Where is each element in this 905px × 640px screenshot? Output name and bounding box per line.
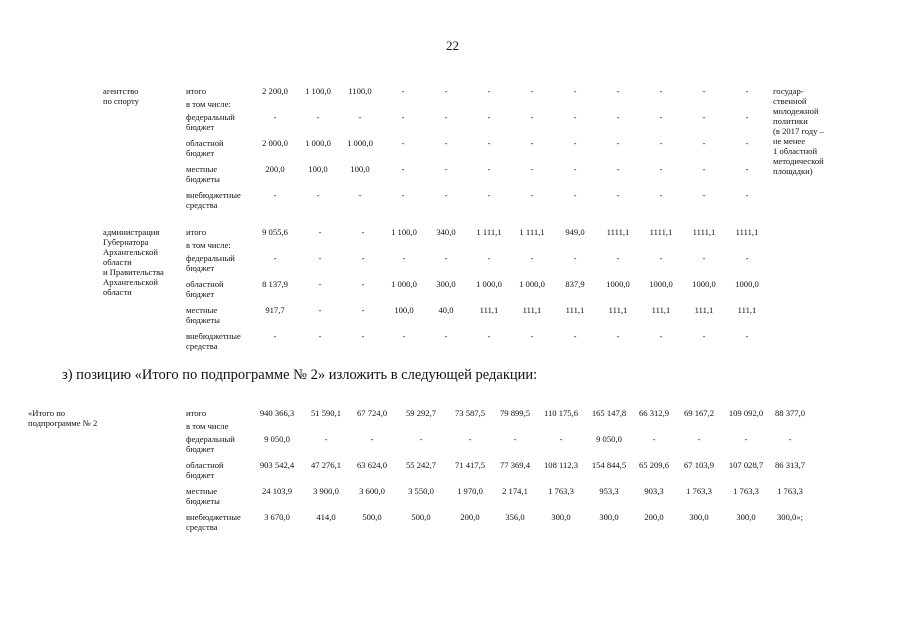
table-cell: - — [788, 434, 792, 444]
table-cell: 1 111,1 — [476, 227, 502, 237]
table-cell: 100,0 — [308, 164, 328, 174]
table-cell: - — [487, 86, 491, 96]
table-cell: 1000,0 — [649, 279, 673, 289]
table-cell: 1 000,0 — [305, 138, 331, 148]
table-cell: - — [316, 112, 320, 122]
section-heading: з) позицию «Итого по подпрограмме № 2» изложить в следующей редакции: — [62, 367, 538, 383]
table-cell: 903 542,4 — [259, 460, 295, 470]
table-cell: 86 313,7 — [774, 460, 806, 470]
table-cell: - — [401, 138, 405, 148]
table-cell: - — [616, 112, 620, 122]
table-cell: 1 000,0 — [476, 279, 502, 289]
table-cell: - — [361, 227, 365, 237]
table-cell: 9 050,0 — [596, 434, 622, 444]
table-cell: 108 112,3 — [543, 460, 579, 470]
table-cell: - — [573, 331, 577, 341]
table-cell: 165 147,8 — [591, 408, 627, 418]
table-cell: - — [530, 331, 534, 341]
table-cell: - — [273, 331, 277, 341]
table-cell: - — [573, 138, 577, 148]
table-cell: - — [361, 253, 365, 263]
table-cell: - — [401, 112, 405, 122]
table-cell: - — [487, 331, 491, 341]
table-cell: - — [745, 164, 749, 174]
table-cell: 59 292,7 — [405, 408, 437, 418]
table-cell: 1000,0 — [735, 279, 759, 289]
table-cell: - — [444, 190, 448, 200]
table-cell: - — [402, 331, 406, 341]
table-cell: - — [318, 227, 322, 237]
table-cell: 300,0 — [551, 512, 571, 522]
table-cell: 55 242,7 — [405, 460, 437, 470]
table-cell: 1 763,3 — [777, 486, 803, 496]
table-cell: - — [702, 253, 706, 263]
table-cell: 154 844,5 — [591, 460, 627, 470]
table-cell: 51 590,1 — [310, 408, 342, 418]
table-cell: 200,0 — [460, 512, 480, 522]
table-cell: 24 103,9 — [261, 486, 293, 496]
table-cell: - — [370, 434, 374, 444]
row-label: федеральный бюджет — [186, 434, 235, 454]
table-cell: 3 900,0 — [313, 486, 339, 496]
table-cell: - — [745, 253, 749, 263]
row-label: в том числе — [186, 421, 229, 431]
table-cell: 1111,1 — [649, 227, 673, 237]
row-label: итого — [186, 408, 207, 418]
table-cell: - — [487, 253, 491, 263]
table-cell: 88 377,0 — [774, 408, 806, 418]
table-cell: 1 763,3 — [548, 486, 574, 496]
table-cell: 107 028,7 — [728, 460, 764, 470]
table-cell: 2 000,0 — [262, 138, 288, 148]
table-cell: 8 137,9 — [262, 279, 288, 289]
table-cell: - — [745, 331, 749, 341]
table-cell: - — [702, 331, 706, 341]
table-cell: - — [702, 112, 706, 122]
org-name: агентство по спорту — [103, 86, 139, 106]
row-label: итого — [186, 86, 207, 96]
table-cell: - — [487, 112, 491, 122]
table-cell: - — [530, 86, 534, 96]
row-label: в том числе: — [186, 240, 231, 250]
table-cell: 73 587,5 — [454, 408, 486, 418]
table-cell: - — [652, 434, 656, 444]
table-cell: - — [659, 112, 663, 122]
table-cell: - — [530, 253, 534, 263]
table-cell: 356,0 — [505, 512, 525, 522]
table-cell: 1 000,0 — [519, 279, 545, 289]
table-cell: 1000,0 — [692, 279, 716, 289]
row-label: внебюджетные средства — [186, 190, 241, 210]
table-cell: - — [659, 331, 663, 341]
table-cell: - — [573, 86, 577, 96]
table-cell: 300,0»; — [776, 512, 804, 522]
row-label: местные бюджеты — [186, 486, 220, 506]
table-cell: 111,1 — [694, 305, 714, 315]
table-cell: 1111,1 — [692, 227, 716, 237]
table-cell: - — [616, 331, 620, 341]
row-label: местные бюджеты — [186, 164, 220, 184]
table-cell: - — [659, 253, 663, 263]
table-cell: 63 624,0 — [356, 460, 388, 470]
table-cell: 3 670,0 — [264, 512, 290, 522]
table-cell: - — [361, 305, 365, 315]
table-cell: - — [361, 279, 365, 289]
table-cell: - — [745, 138, 749, 148]
table-cell: - — [273, 253, 277, 263]
table-cell: - — [702, 138, 706, 148]
table-cell: - — [702, 164, 706, 174]
table-cell: - — [318, 305, 322, 315]
table-cell: - — [659, 86, 663, 96]
table-cell: 77 369,4 — [499, 460, 531, 470]
table-cell: - — [513, 434, 517, 444]
row-label: федеральный бюджет — [186, 253, 235, 273]
table-cell: - — [745, 190, 749, 200]
table-cell: 917,7 — [265, 305, 285, 315]
table-cell: 47 276,1 — [310, 460, 342, 470]
table-cell: 200,0 — [644, 512, 664, 522]
table-cell: 1 000,0 — [391, 279, 417, 289]
row-label: местные бюджеты — [186, 305, 220, 325]
table-cell: - — [444, 138, 448, 148]
table-cell: 111,1 — [608, 305, 628, 315]
table-cell: - — [616, 164, 620, 174]
table-cell: 109 092,0 — [728, 408, 764, 418]
table-cell: 110 175,6 — [543, 408, 579, 418]
table-cell: - — [659, 190, 663, 200]
table-cell: 300,0 — [599, 512, 619, 522]
table-cell: - — [659, 138, 663, 148]
table-cell: - — [358, 190, 362, 200]
table-cell: 100,0 — [394, 305, 414, 315]
table-cell: - — [444, 112, 448, 122]
row-label: в том числе: — [186, 99, 231, 109]
row-label: областной бюджет — [186, 460, 224, 480]
table-cell: - — [616, 138, 620, 148]
table-cell: - — [318, 279, 322, 289]
table-cell: 69 167,2 — [683, 408, 715, 418]
table-cell: 66 312,9 — [638, 408, 670, 418]
table-cell: - — [358, 112, 362, 122]
table-cell: - — [530, 164, 534, 174]
table-cell: 953,3 — [599, 486, 619, 496]
row-label: областной бюджет — [186, 138, 224, 158]
table-cell: 9 050,0 — [264, 434, 290, 444]
table-cell: 100,0 — [350, 164, 370, 174]
table-cell: - — [361, 331, 365, 341]
table-cell: 1 100,0 — [305, 86, 331, 96]
table-cell: 903,3 — [644, 486, 664, 496]
table-cell: 1 111,1 — [519, 227, 545, 237]
table-cell: - — [401, 190, 405, 200]
table-cell: - — [559, 434, 563, 444]
org-name: администрация Губернатора Архангельской области и Правительства Архангельской области — [103, 227, 164, 297]
table-cell: 3 550,0 — [408, 486, 434, 496]
table-cell: - — [324, 434, 328, 444]
table-cell: - — [444, 253, 448, 263]
table-cell: - — [573, 190, 577, 200]
table-cell: 111,1 — [737, 305, 757, 315]
table-cell: - — [419, 434, 423, 444]
table-cell: 500,0 — [362, 512, 382, 522]
table-cell: - — [273, 112, 277, 122]
table-cell: 1100,0 — [348, 86, 372, 96]
table-cell: 837,9 — [565, 279, 585, 289]
table-cell: - — [697, 434, 701, 444]
table-cell: 71 417,5 — [454, 460, 486, 470]
table-cell: - — [702, 190, 706, 200]
table-cell: - — [487, 190, 491, 200]
table-cell: 67 724,0 — [356, 408, 388, 418]
table-cell: 1111,1 — [735, 227, 759, 237]
table-cell: - — [444, 331, 448, 341]
table-cell: - — [530, 190, 534, 200]
table-cell: 2 174,1 — [502, 486, 528, 496]
table-cell: - — [318, 253, 322, 263]
table-cell: 2 200,0 — [262, 86, 288, 96]
table-cell: 1 763,3 — [733, 486, 759, 496]
row-label: областной бюджет — [186, 279, 224, 299]
table-cell: - — [444, 86, 448, 96]
table-cell: 111,1 — [651, 305, 671, 315]
table-cell: 111,1 — [565, 305, 585, 315]
table-cell: - — [745, 86, 749, 96]
table-cell: - — [745, 112, 749, 122]
table-cell: - — [573, 164, 577, 174]
table-cell: - — [530, 112, 534, 122]
org-name: «Итого по подпрограмме № 2 — [28, 408, 98, 428]
table-cell: 67 103,9 — [683, 460, 715, 470]
table-cell: - — [616, 190, 620, 200]
table-cell: 1000,0 — [606, 279, 630, 289]
table-cell: 1 970,0 — [457, 486, 483, 496]
table-cell: - — [659, 164, 663, 174]
table-cell: - — [573, 253, 577, 263]
table-cell: 9 055,6 — [262, 227, 288, 237]
table-cell: - — [316, 190, 320, 200]
table-cell: - — [573, 112, 577, 122]
table-cell: - — [744, 434, 748, 444]
table-cell: 414,0 — [316, 512, 336, 522]
table-cell: 300,0 — [736, 512, 756, 522]
row-label: внебюджетные средства — [186, 331, 241, 351]
table-cell: - — [401, 86, 405, 96]
table-cell: - — [616, 253, 620, 263]
table-cell: 1111,1 — [606, 227, 630, 237]
table-cell: 1 100,0 — [391, 227, 417, 237]
table-cell: 65 209,6 — [638, 460, 670, 470]
table-cell: 500,0 — [411, 512, 431, 522]
row-label: итого — [186, 227, 207, 237]
table-cell: 300,0 — [436, 279, 456, 289]
table-cell: 1 763,3 — [686, 486, 712, 496]
table-cell: - — [616, 86, 620, 96]
table-cell: 40,0 — [438, 305, 454, 315]
page-number: 22 — [446, 38, 459, 53]
row-label: федеральный бюджет — [186, 112, 235, 132]
table-cell: - — [402, 253, 406, 263]
table-cell: - — [401, 164, 405, 174]
table-cell: 340,0 — [436, 227, 456, 237]
table-cell: 300,0 — [689, 512, 709, 522]
table-cell: - — [273, 190, 277, 200]
table-cell: - — [318, 331, 322, 341]
table-cell: 111,1 — [522, 305, 542, 315]
table-cell: 1 000,0 — [347, 138, 373, 148]
table-cell: 949,0 — [565, 227, 585, 237]
table-cell: - — [702, 86, 706, 96]
table-cell: 111,1 — [479, 305, 499, 315]
row-label: внебюджетные средства — [186, 512, 241, 532]
table-cell: - — [487, 164, 491, 174]
table-cell: 200,0 — [265, 164, 285, 174]
table-cell: - — [444, 164, 448, 174]
table-cell: 940 366,3 — [259, 408, 295, 418]
result-note: государ- ственной молодежной политики (в 2017 году – не менее 1 областной методической площадки) — [773, 86, 824, 176]
table-cell: - — [487, 138, 491, 148]
table-cell: 3 600,0 — [359, 486, 385, 496]
table-cell: - — [530, 138, 534, 148]
table-cell: 79 899,5 — [499, 408, 531, 418]
table-cell: - — [468, 434, 472, 444]
